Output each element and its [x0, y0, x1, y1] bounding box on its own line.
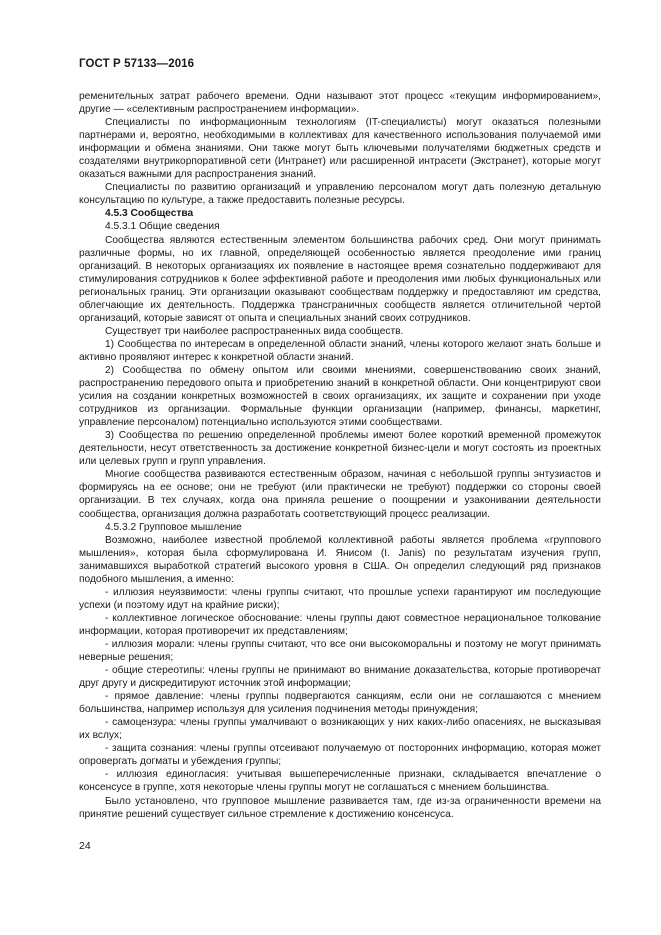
bullet-item: - самоцензура: члены группы умалчивают о возникающих у них каких-либо опасениях, не высказывая их вслух;: [79, 717, 601, 742]
bullet-item: - общие стереотипы: члены группы не принимают во внимание доказательства, которые противоречат друг другу и дискредитируют источник этой информации;: [79, 665, 601, 690]
bullet-item: - иллюзия единогласия: учитывая вышеперечисленные признаки, складывается впечатление о консенсусе в группе, хотя некоторые члены группы могут не соглашаться с мнением большинства.: [79, 769, 601, 794]
paragraph: Существует три наиболее распространенных вида сообществ.: [105, 325, 404, 337]
list-item: 3) Сообщества по решению определенной проблемы имеют более короткий временной промежуток деятельности, несут ответственность за достижение конкретной бизнес-цели и могут состоять из проектных или целевых групп и групп управления.: [79, 430, 601, 468]
paragraph: Специалисты по информационным технологиям (IT-специалисты) могут оказаться полезными партнерами и, вероятно, необходимыми в коллективах для качественного использования получаемой ими информации и обмена знаниями. Они также могут быть ключевыми получателями бюджетных средств и создателями внутрикорпоративной сети (Интранет) или расширенной интрасети (Экстранет), которые могут оказаться важными для распространения знаний.: [79, 117, 601, 181]
page-number: 24: [79, 840, 91, 852]
body-text: [79, 90, 601, 821]
subsection-heading: 4.5.3.2 Групповое мышление: [105, 521, 242, 533]
subsection-heading: 4.5.3.1 Общие сведения: [105, 221, 220, 233]
paragraph: Специалисты по развитию организаций и управлению персоналом могут дать полезную детальную консультацию по культуре, а также предоставить полезные ресурсы.: [79, 182, 601, 207]
paragraph: Было установлено, что групповое мышление развивается там, где из-за ограниченности времени на принятие решений существует сильное стремление к достижению консенсуса.: [79, 795, 601, 820]
paragraph: ременительных затрат рабочего времени. Одни называют этот процесс «текущим информированием», другие — «селективным распространением информации».: [79, 91, 601, 116]
bullet-item: - защита сознания: члены группы отсеивают получаемую от посторонних информацию, которая может опровергать догматы и убеждения группы;: [79, 743, 601, 768]
bullet-item: - прямое давление: члены группы подвергаются санкциям, если они не соглашаются с мнением большинства, например используя для усиления подчинения методы принуждения;: [79, 691, 601, 716]
list-item: 1) Сообщества по интересам в определенной области знаний, члены которого желают знать больше и активно проявляют интерес к конкретной области знаний.: [79, 338, 601, 363]
section-heading: 4.5.3 Сообщества: [105, 208, 194, 220]
standard-code-header: ГОСТ Р 57133—2016: [79, 58, 195, 70]
list-item: 2) Сообщества по обмену опытом или своими мнениями, совершенствованию своих знаний, распространению передового опыта и приобретению знаний в конкретной области. Они концентрируют свои усилия на создании конкретных возможностей в своих организациях, их защите и сохранении при уходе сотрудников из организации. Формальные функции организации (например, финансы, маркетинг, управление персоналом) потенциально используются этими сообществами.: [79, 364, 601, 429]
paragraph: Сообщества являются естественным элементом большинства рабочих сред. Они могут принимать различные формы, но их главной, определяющей особенностью является преодоление ими границ организаций. В некоторых организациях их появление в настоящее время сознательно поддерживают для стимулирования сотрудников к более эффективной работе и преодоления ими любых функциональных или региональных границ. Эти организации оказывают сообществам поддержку и предоставляют им средства, облегчающие их деятельность. Поддержка трансграничных сообществ является отличительной чертой организаций, которые зависят от опыта и специальных знаний своих сотрудников.: [79, 234, 601, 324]
bullet-item: - иллюзия неуязвимости: члены группы считают, что прошлые успехи гарантируют им последующие успехи (и поэтому идут на крайние риски);: [79, 586, 601, 611]
paragraph: Возможно, наиболее известной проблемой коллективной работы является проблема «группового мышления», которая была сформулирована И. Янисом (I. Janis) по результатам изучения групп, занимавшихся выработкой стратегий высокого уровня в США. Он определил следующий ряд признаков подобного мышления, а именно:: [79, 534, 601, 585]
paragraph: Многие сообщества развиваются естественным образом, начиная с небольшой группы энтузиастов и формируясь на ее основе; они не требуют (или практически не требуют) поддержки со стороны своей организации. В тех случаях, когда она приняла решение о поощрении и узаконивании деятельности сообщества, организация должна разработать соответствующий процесс реализации.: [79, 469, 601, 520]
bullet-item: - коллективное логическое обоснование: члены группы дают совместное нерациональное толкование информации, которая противоречит их представлениям;: [79, 612, 601, 637]
bullet-item: - иллюзия морали: члены группы считают, что все они высокоморальны и поэтому не могут принимать неверные решения;: [79, 638, 601, 664]
